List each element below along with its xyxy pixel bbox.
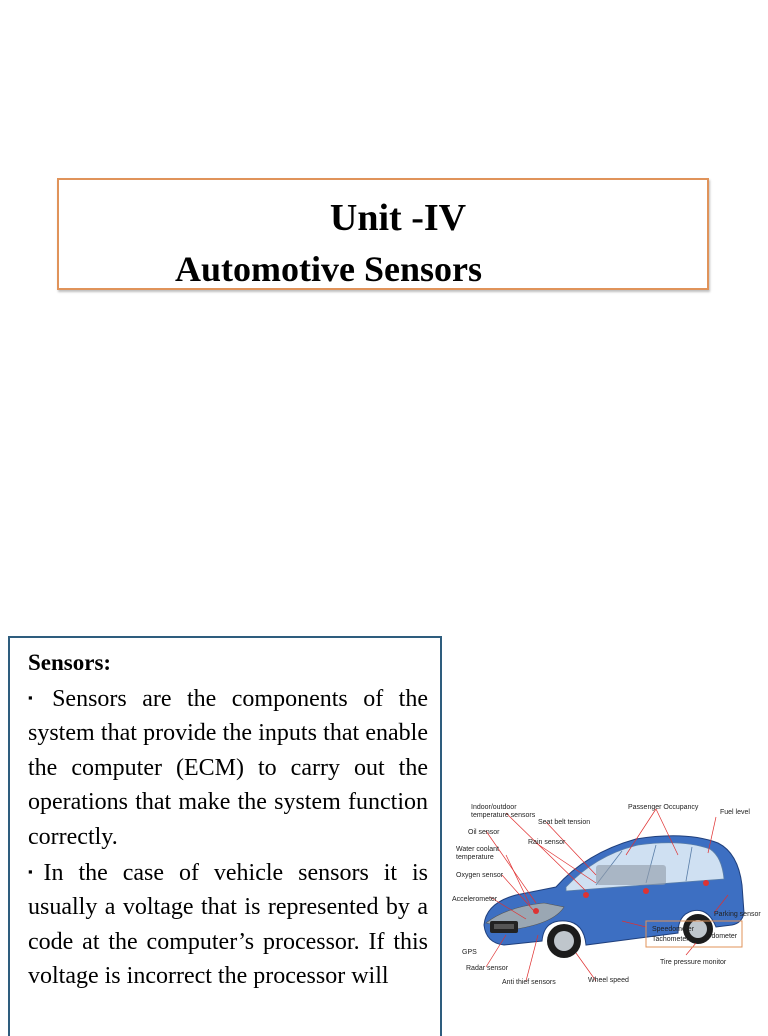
label-temperature: temperature bbox=[456, 854, 494, 861]
label-rain-sensor: Rain sensor bbox=[528, 839, 566, 846]
label-radar-sensor: Radar sensor bbox=[466, 965, 509, 972]
label-tachometer: Tachometer bbox=[652, 936, 689, 943]
bullet-icon: ▪ bbox=[28, 863, 42, 879]
paragraph-1-text: Sensors are the components of the system that provide the inputs that enable the computer (ECM) to carry out the operations that make the system function correctly. bbox=[28, 685, 428, 850]
label-tire-pressure-monitor: Tire pressure monitor bbox=[660, 959, 727, 966]
sensors-text bbox=[28, 646, 428, 994]
sensors-text-box bbox=[8, 636, 442, 1036]
title-box bbox=[57, 178, 709, 290]
sensors-heading: Sensors: bbox=[28, 650, 112, 675]
label-parking-sensor: Parking sensor bbox=[714, 911, 761, 918]
label-oxygen-sensor: Oxygen sensor bbox=[456, 872, 504, 879]
bullet-icon: ▪ bbox=[28, 689, 43, 705]
label-passenger-occupancy: Passenger Occupancy bbox=[628, 804, 699, 811]
topic-title: Automotive Sensors bbox=[175, 249, 482, 289]
label-indoor-outdoor: Indoor/outdoor bbox=[471, 804, 517, 811]
label-oil-sensor: Oil sensor bbox=[468, 829, 500, 836]
label-speedometer: Speedometer bbox=[652, 926, 695, 933]
label-gps: GPS bbox=[462, 949, 477, 956]
label-accelerometer: Accelerometer bbox=[452, 896, 498, 903]
label-wheel-speed: Wheel speed bbox=[588, 977, 629, 984]
paragraph-1 bbox=[28, 681, 428, 855]
car-sensors-diagram bbox=[446, 795, 768, 995]
unit-title: Unit -IV bbox=[329, 197, 467, 239]
paragraph-2 bbox=[28, 855, 428, 994]
label-temperature-sensors: temperature sensors bbox=[471, 812, 536, 819]
label-fuel-level: Fuel level bbox=[720, 809, 750, 816]
label-seat-belt-tension: Seat belt tension bbox=[538, 819, 591, 826]
label-odometer: Odometer bbox=[706, 933, 738, 940]
label-anti-thief-sensors: Anti thief sensors bbox=[502, 979, 556, 986]
paragraph-2-text: In the case of vehicle sensors it is usually a voltage that is represented by a code at the computer’s processor. If this voltage is incorrect the processor will bbox=[28, 859, 428, 990]
label-water-coolant: Water coolant bbox=[456, 846, 499, 853]
car-illustration bbox=[484, 836, 744, 958]
